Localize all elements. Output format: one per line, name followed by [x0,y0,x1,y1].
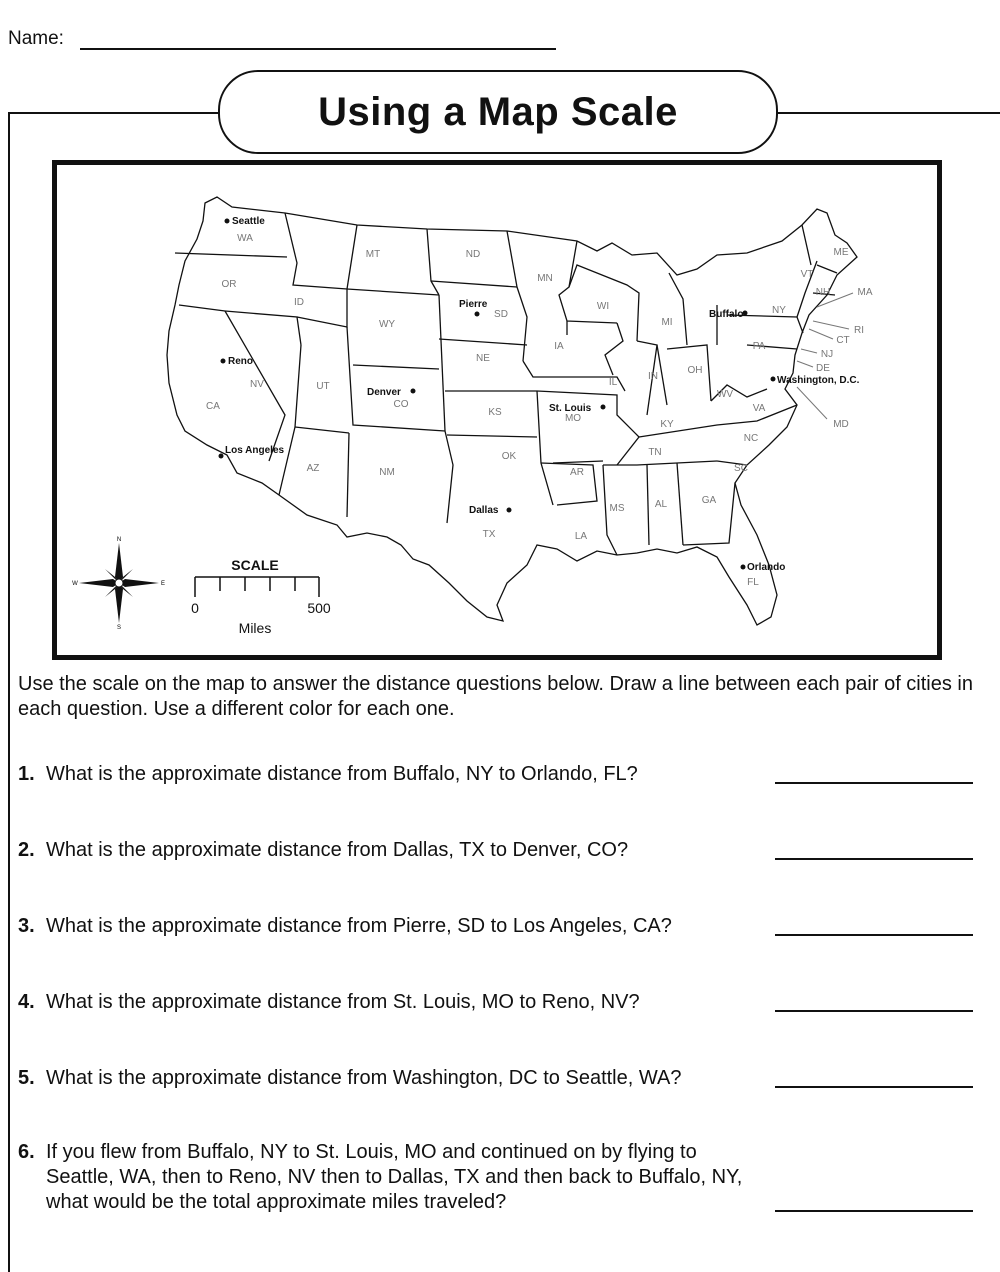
name-answer-line[interactable] [80,48,556,50]
answer-line-3[interactable] [775,934,973,936]
state-label: MO [564,413,582,424]
city-markers [219,216,860,573]
city-dot [741,565,746,570]
state-label: SD [494,309,508,320]
question-text: What is the approximate distance from Buffalo, NY to Orlando, FL? [46,763,638,785]
state-label: CA [206,401,220,412]
scale-unit-label: Miles [238,620,272,636]
city-dot [219,454,224,459]
state-label: NC [743,433,759,444]
instructions-text: Use the scale on the map to answer the distance questions below. Draw a line between each pair of cities in each question. Use a different color for each one. [18,673,973,720]
state-label: MA [857,287,873,298]
state-label: OR [221,279,237,290]
state-label: UT [316,381,330,392]
question-number: 3. [18,915,35,937]
state-label: VT [800,269,814,280]
state-label: KS [488,407,502,418]
question-number: 4. [18,991,35,1013]
state-label: NH [815,287,831,298]
question-text: What is the approximate distance from Pierre, SD to Los Angeles, CA? [46,915,672,937]
state-label: ID [294,297,304,308]
question-number: 5. [18,1067,35,1089]
state-label: SC [734,463,748,474]
us-map [52,160,942,660]
answer-line-4[interactable] [775,1010,973,1012]
city-label: Seattle [232,216,265,227]
answer-line-1[interactable] [775,782,973,784]
city-dot [411,389,416,394]
state-label: NY [772,305,786,316]
state-label: VA [752,403,766,414]
compass-s: S [116,625,122,631]
state-label: KY [660,419,674,430]
state-label: WV [716,389,734,400]
question-text: If you flew from Buffalo, NY to St. Louis, MO and continued on by flying to Seattle, WA, then to Reno, NV then to Dallas, TX and then back to Buffalo, NY, what would be the total approximate miles traveled? [46,1141,743,1213]
question-6 [18,1140,778,1215]
question-4 [18,990,758,1015]
state-label: MD [833,419,849,430]
state-label: RI [854,325,864,336]
question-number: 6. [18,1141,35,1163]
name-label: Name: [8,28,64,49]
city-label: Denver [367,387,401,398]
state-label: NM [379,467,395,478]
state-label: WA [237,233,253,244]
city-dot [507,508,512,513]
city-label: Buffalo [709,309,744,320]
state-label: DE [816,363,830,374]
state-label: ND [465,249,481,260]
city-label: Dallas [469,505,499,516]
question-number: 2. [18,839,35,861]
state-label: TN [648,447,662,458]
city-dot [225,219,230,224]
state-label: PA [752,341,766,352]
city-label: Washington, D.C. [777,375,860,386]
state-label: NV [250,379,264,390]
question-1 [18,762,758,787]
map-scale [191,557,331,636]
city-dot [475,312,480,317]
state-label: AR [570,467,584,478]
compass-e: E [160,581,166,587]
state-label: AL [654,499,668,510]
answer-line-2[interactable] [775,858,973,860]
question-text: What is the approximate distance from St. Louis, MO to Reno, NV? [46,991,640,1013]
answer-line-6[interactable] [775,1210,973,1212]
state-label: LA [574,531,588,542]
state-label: FL [747,577,759,588]
city-label: Pierre [459,299,488,310]
state-label: IA [554,341,564,352]
question-2 [18,838,758,863]
scale-min-label: 0 [191,600,199,616]
state-label: IN [648,371,658,382]
state-label: AZ [306,463,320,474]
scale-title: SCALE [231,557,279,573]
state-label: CO [393,399,409,410]
state-label: NE [476,353,490,364]
question-number: 1. [18,763,35,785]
state-label: WI [596,301,610,312]
question-5 [18,1066,758,1091]
scale-max-label: 500 [307,600,331,616]
state-label: MT [365,249,381,260]
us-map-svg [57,165,937,655]
city-label: St. Louis [549,403,592,414]
city-dot [221,359,226,364]
city-label: Orlando [747,562,786,573]
city-label: Reno [228,356,253,367]
city-label: Los Angeles [225,445,285,456]
state-label: MS [609,503,625,514]
state-label: WY [378,319,396,330]
title-banner [218,70,778,154]
compass-n: N [116,537,122,543]
state-label: NJ [820,349,834,360]
question-text: What is the approximate distance from Washington, DC to Seattle, WA? [46,1067,682,1089]
city-dot [771,377,776,382]
state-label: GA [701,495,717,506]
state-label: TX [482,529,496,540]
city-dot [601,405,606,410]
compass-w: W [72,581,78,587]
answer-line-5[interactable] [775,1086,973,1088]
state-label: MI [661,317,673,328]
page-title: Using a Map Scale [318,89,678,134]
state-label: CT [836,335,850,346]
compass-rose-icon [72,537,165,631]
question-3 [18,914,758,939]
question-text: What is the approximate distance from Dallas, TX to Denver, CO? [46,839,629,861]
state-label: MN [537,273,553,284]
state-label: OH [687,365,703,376]
name-field-row [8,28,64,50]
state-label: ME [833,247,849,258]
state-label: OK [501,451,517,462]
state-label: IL [608,377,618,388]
